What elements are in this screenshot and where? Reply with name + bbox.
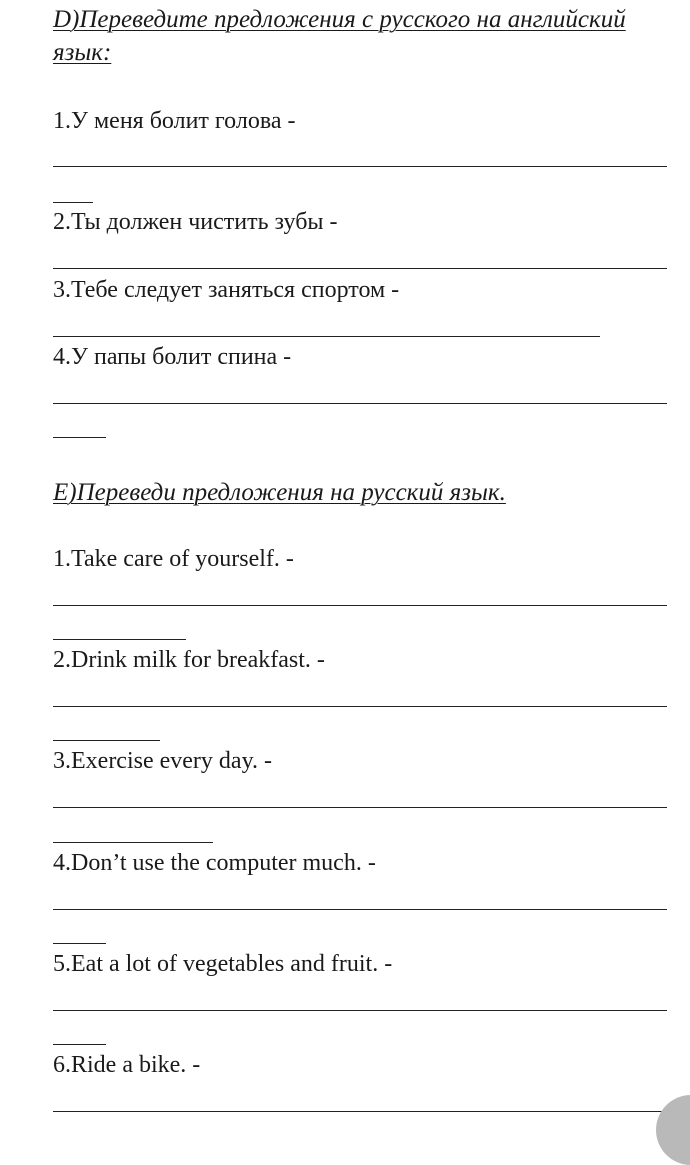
answer-line[interactable]	[53, 437, 106, 438]
answer-line[interactable]	[53, 909, 667, 910]
answer-line[interactable]	[53, 336, 600, 337]
answer-line[interactable]	[53, 1010, 667, 1011]
answer-line[interactable]	[53, 639, 186, 640]
answer-line[interactable]	[53, 403, 667, 404]
section-e-sentence-2: 2.Drink milk for breakfast. -	[53, 647, 325, 673]
section-e-sentence-5: 5.Eat a lot of vegetables and fruit. -	[53, 951, 393, 977]
answer-line[interactable]	[53, 1044, 106, 1045]
section-d-heading-line1: D)Переведите предложения с русского на английский	[53, 6, 626, 33]
answer-line[interactable]	[53, 1111, 667, 1112]
corner-overlay-button[interactable]	[656, 1095, 690, 1165]
section-e-sentence-4: 4.Don’t use the computer much. -	[53, 850, 376, 876]
section-d-sentence-2: 2.Ты должен чистить зубы -	[53, 209, 338, 235]
section-e-sentence-1: 1.Take care of yourself. -	[53, 546, 294, 572]
answer-line[interactable]	[53, 268, 667, 269]
answer-line[interactable]	[53, 943, 106, 944]
section-e-heading: E)Переведи предложения на русский язык.	[53, 479, 506, 506]
section-e-sentence-3: 3.Exercise every day. -	[53, 748, 272, 774]
answer-line[interactable]	[53, 706, 667, 707]
answer-line[interactable]	[53, 202, 93, 203]
section-d-heading-line2: язык:	[53, 39, 112, 66]
section-d-sentence-4: 4.У папы болит спина -	[53, 344, 292, 370]
answer-line[interactable]	[53, 166, 667, 167]
answer-line[interactable]	[53, 740, 160, 741]
answer-line[interactable]	[53, 842, 213, 843]
section-d-sentence-3: 3.Тебе следует заняться спортом -	[53, 277, 400, 303]
section-d-sentence-1: 1.У меня болит голова -	[53, 108, 296, 134]
answer-line[interactable]	[53, 605, 667, 606]
section-e-sentence-6: 6.Ride a bike. -	[53, 1052, 201, 1078]
answer-line[interactable]	[53, 807, 667, 808]
